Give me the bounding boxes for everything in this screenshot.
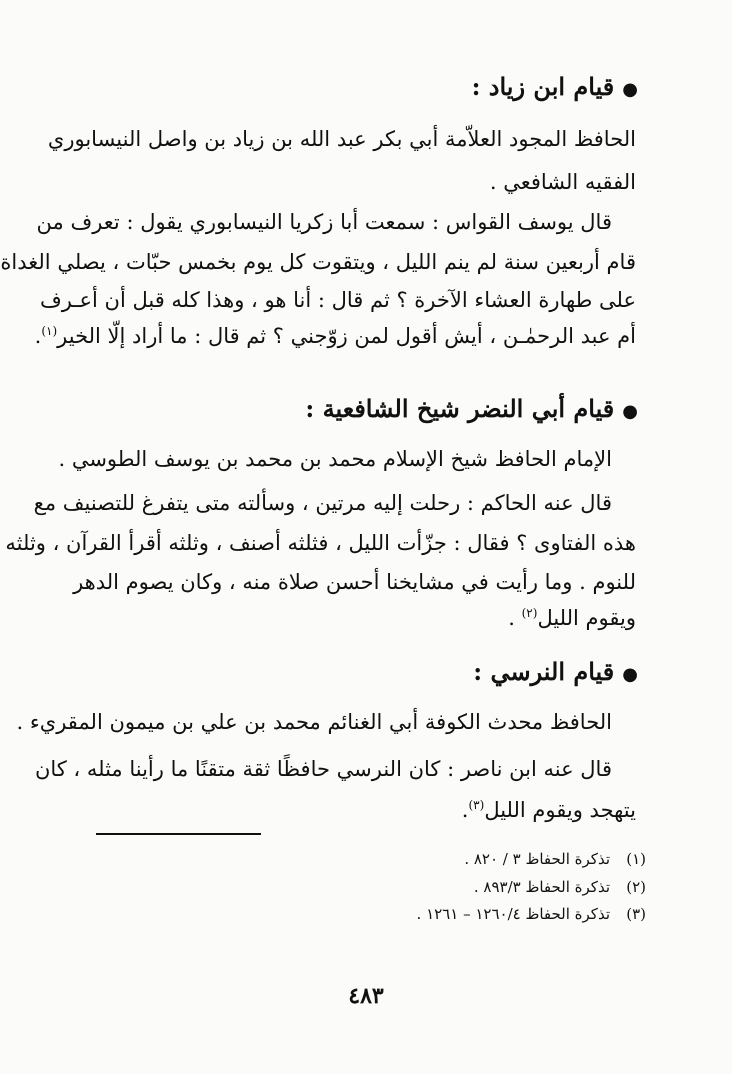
text-line: الحافظ محدث الكوفة أبي الغنائم محمد بن علي بن ميمون المقريء . [16, 710, 612, 734]
text-line: قال عنه الحاكم : رحلت إليه مرتين ، وسألته متى يتفرغ للتصنيف مع [33, 491, 612, 515]
page-number: ٤٨٣ [348, 983, 384, 1009]
text-line: أم عبد الرحمٰـن ، أيش أقول لمن زوّجني ؟ ثم قال : ما أراد إلّا الخير$^{(١)}$. [34, 324, 636, 348]
text-line: هذه الفتاوى ؟ فقال : جزّأت الليل ، فثلثه أصنف ، وثلثه أقرأ القرآن ، وثلثه [5, 531, 636, 555]
text-line: على طهارة العشاء الآخرة ؟ ثم قال : أنا هو ، وهذا كله قبل أن أعـرف [39, 288, 636, 312]
text-line: للنوم . وما رأيت في مشايخنا أحسن صلاة منه ، وكان يصوم الدهر [73, 570, 636, 594]
bullet-icon: ● [622, 79, 638, 100]
text-line: الحافظ المجود العلاّمة أبي بكر عبد الله بن زياد بن واصل النيسابوري [47, 127, 636, 151]
text-line: الفقيه الشافعي . [489, 170, 636, 194]
section-heading: ●قيام النرسي : [473, 657, 638, 686]
text-line: يتهجد ويقوم الليل$^{(٣)}$. [461, 798, 636, 822]
footnote-separator [96, 833, 261, 835]
bullet-icon: ● [622, 401, 638, 422]
section-heading: ●قيام أبي النضر شيخ الشافعية : [305, 394, 638, 423]
footnote: (٢)تذكرة الحفاظ ٨٩٣/٣ . [473, 878, 646, 896]
text-line: ويقوم الليل$^{(٢)}$ . [508, 606, 636, 630]
footnote-ref: (١) [41, 324, 58, 338]
section-heading: ●قيام ابن زياد : [471, 72, 638, 101]
footnote: (١)تذكرة الحفاظ ٣ / ٨٢٠ . [464, 850, 646, 868]
footnote-ref: (٣) [468, 798, 485, 812]
text-line: قال يوسف القواس : سمعت أبا زكريا النيسابوري يقول : تعرف من [36, 210, 612, 234]
footnote: (٣)تذكرة الحفاظ ١٢٦٠/٤ – ١٢٦١ . [416, 905, 646, 923]
text-line: قام أربعين سنة لم ينم الليل ، ويتقوت كل يوم بخمس حبّات ، يصلي الغداة [0, 250, 636, 274]
bullet-icon: ● [622, 664, 638, 685]
text-line: الإمام الحافظ شيخ الإسلام محمد بن محمد بن يوسف الطوسي . [58, 447, 612, 471]
footnote-ref: (٢) [521, 606, 538, 620]
text-line: قال عنه ابن ناصر : كان النرسي حافظًا ثقة متقنًا ما رأينا مثله ، كان [34, 757, 612, 781]
